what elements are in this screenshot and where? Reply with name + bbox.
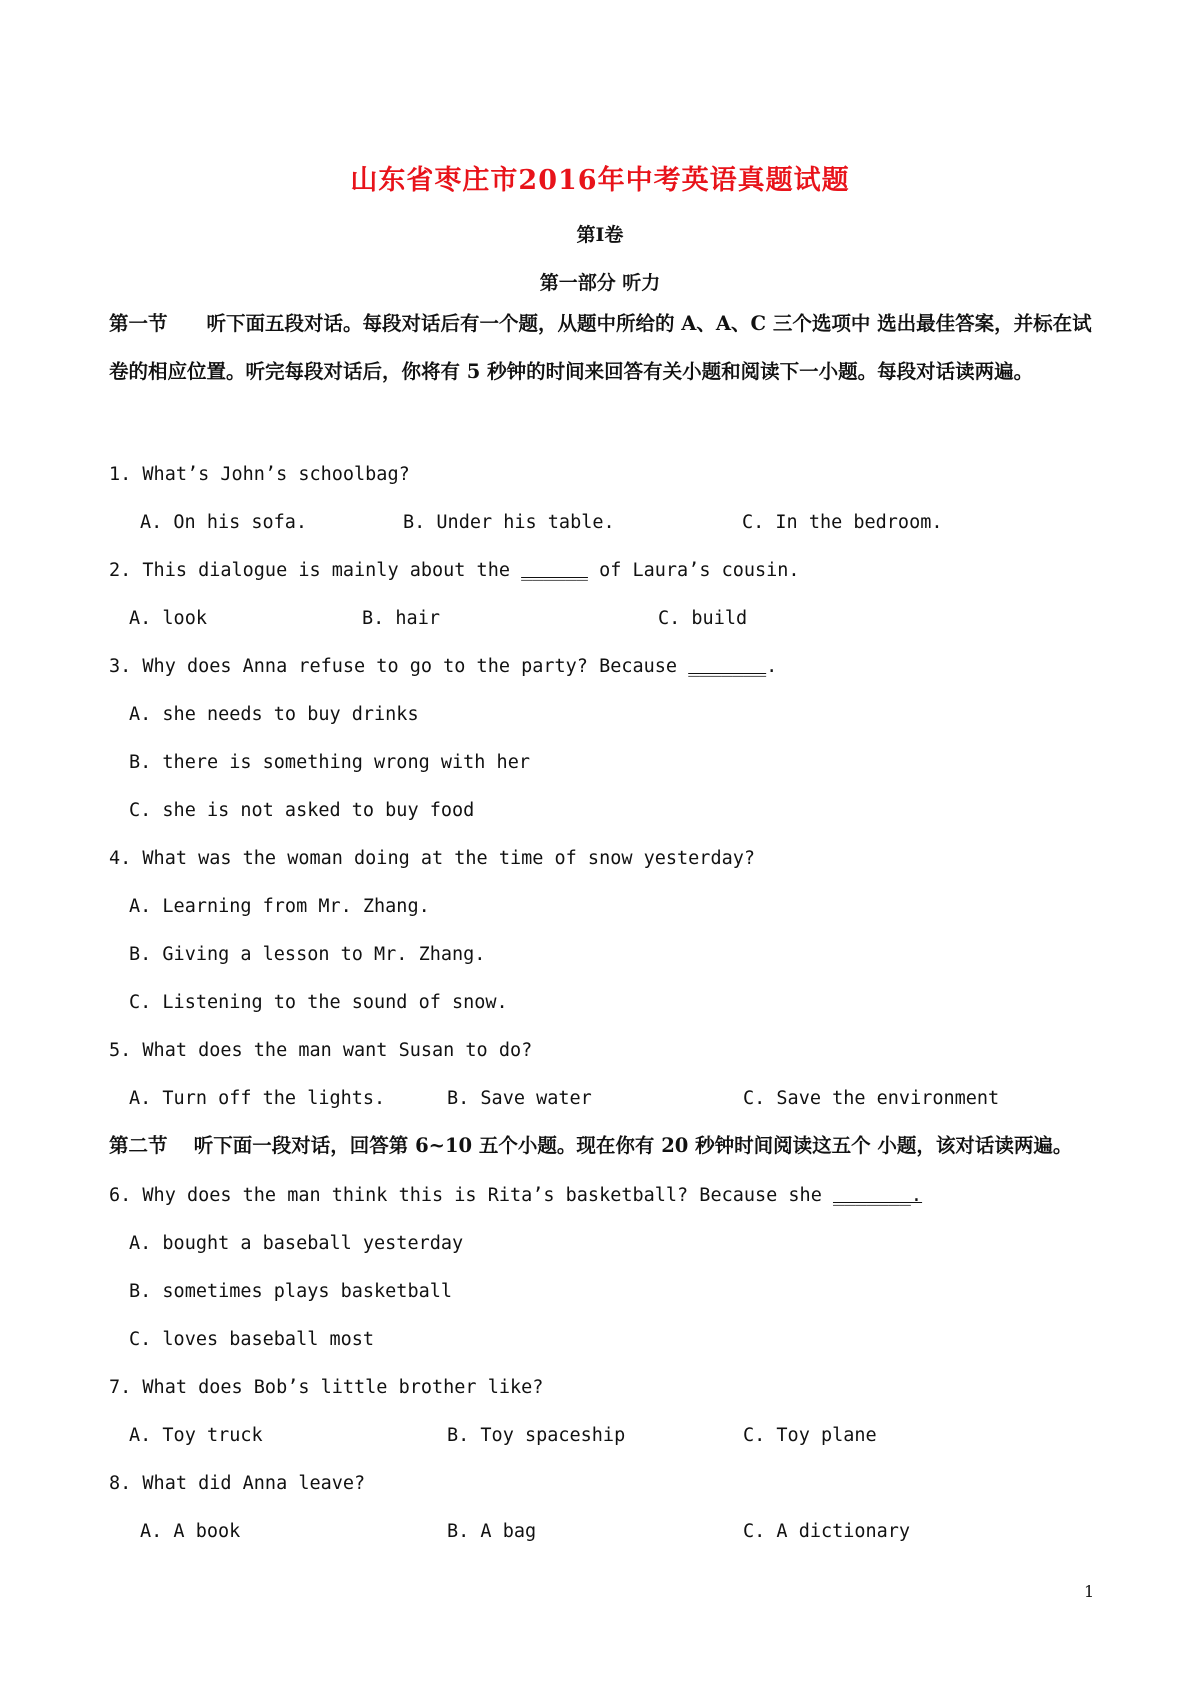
question-1-stem: 1. What’s John’s schoolbag?	[109, 464, 410, 485]
section2-instructions: 第二节 听下面一段对话，回答第 6~10 五个小题。现在你有 20 秒钟时间阅读这五个 小题，该对话读两遍。	[109, 1134, 1073, 1157]
answer-blank: ______	[521, 560, 588, 581]
question-1-option-c: C. In the bedroom.	[742, 512, 943, 533]
question-4-option-a: A. Learning from Mr. Zhang.	[129, 896, 430, 917]
question-4-option-c: C. Listening to the sound of snow.	[129, 992, 508, 1013]
question-7-option-c: C. Toy plane	[743, 1425, 877, 1446]
question-5-option-c: C. Save the environment	[743, 1088, 1000, 1109]
answer-blank: _______	[688, 656, 767, 677]
question-6-stem: 6. Why does the man think this is Rita’s basketball? Because she _______.	[109, 1185, 923, 1206]
question-8-option-a: A. A book	[140, 1521, 241, 1542]
question-6-option-b: B. sometimes plays basketball	[129, 1281, 453, 1302]
part-heading: 第一部分 听力	[539, 272, 661, 294]
answer-blank: _______.	[832, 1185, 923, 1206]
question-2-option-a: A. look	[129, 608, 207, 629]
volume-heading: 第Ⅰ卷	[576, 224, 624, 246]
question-7-stem: 7. What does Bob’s little brother like?	[109, 1377, 544, 1398]
question-7-option-b: B. Toy spaceship	[447, 1425, 626, 1446]
question-6-option-a: A. bought a baseball yesterday	[129, 1233, 464, 1254]
question-5-option-b: B. Save water	[447, 1088, 592, 1109]
question-5-stem: 5. What does the man want Susan to do?	[109, 1040, 533, 1061]
question-3-option-a: A. she needs to buy drinks	[129, 704, 419, 725]
question-3-option-c: C. she is not asked to buy food	[129, 800, 475, 821]
document-title: 山东省枣庄市2016年中考英语真题试题	[350, 165, 850, 196]
question-1-option-b: B. Under his table.	[403, 512, 615, 533]
question-5-option-a: A. Turn off the lights.	[129, 1088, 386, 1109]
question-2-option-b: B. hair	[362, 608, 440, 629]
question-8-option-c: C. A dictionary	[743, 1521, 911, 1542]
question-3-option-b: B. there is something wrong with her	[129, 752, 530, 773]
page-number: 1	[1084, 1582, 1095, 1601]
question-6-option-c: C. loves baseball most	[129, 1329, 375, 1350]
question-2-option-c: C. build	[658, 608, 748, 629]
section1-instructions: 第一节 听下面五段对话。每段对话后有一个题，从题中所给的 A、A、C 三个选项中 选出最佳答案，并标在试卷的相应位置。听完每段对话后，你将有 5 秒钟的时间来回答有关小题和阅读下一小题。每段对话读两遍。	[109, 312, 1092, 383]
question-7-option-a: A. Toy truck	[129, 1425, 263, 1446]
question-2-stem: 2. This dialogue is mainly about the ______ of Laura’s cousin.	[109, 560, 800, 581]
question-1-option-a: A. On his sofa.	[140, 512, 308, 533]
question-4-option-b: B. Giving a lesson to Mr. Zhang.	[129, 944, 486, 965]
question-4-stem: 4. What was the woman doing at the time of snow yesterday?	[109, 848, 756, 869]
question-8-option-b: B. A bag	[447, 1521, 537, 1542]
question-8-stem: 8. What did Anna leave?	[109, 1473, 366, 1494]
question-3-stem: 3. Why does Anna refuse to go to the party? Because _______.	[109, 656, 778, 677]
